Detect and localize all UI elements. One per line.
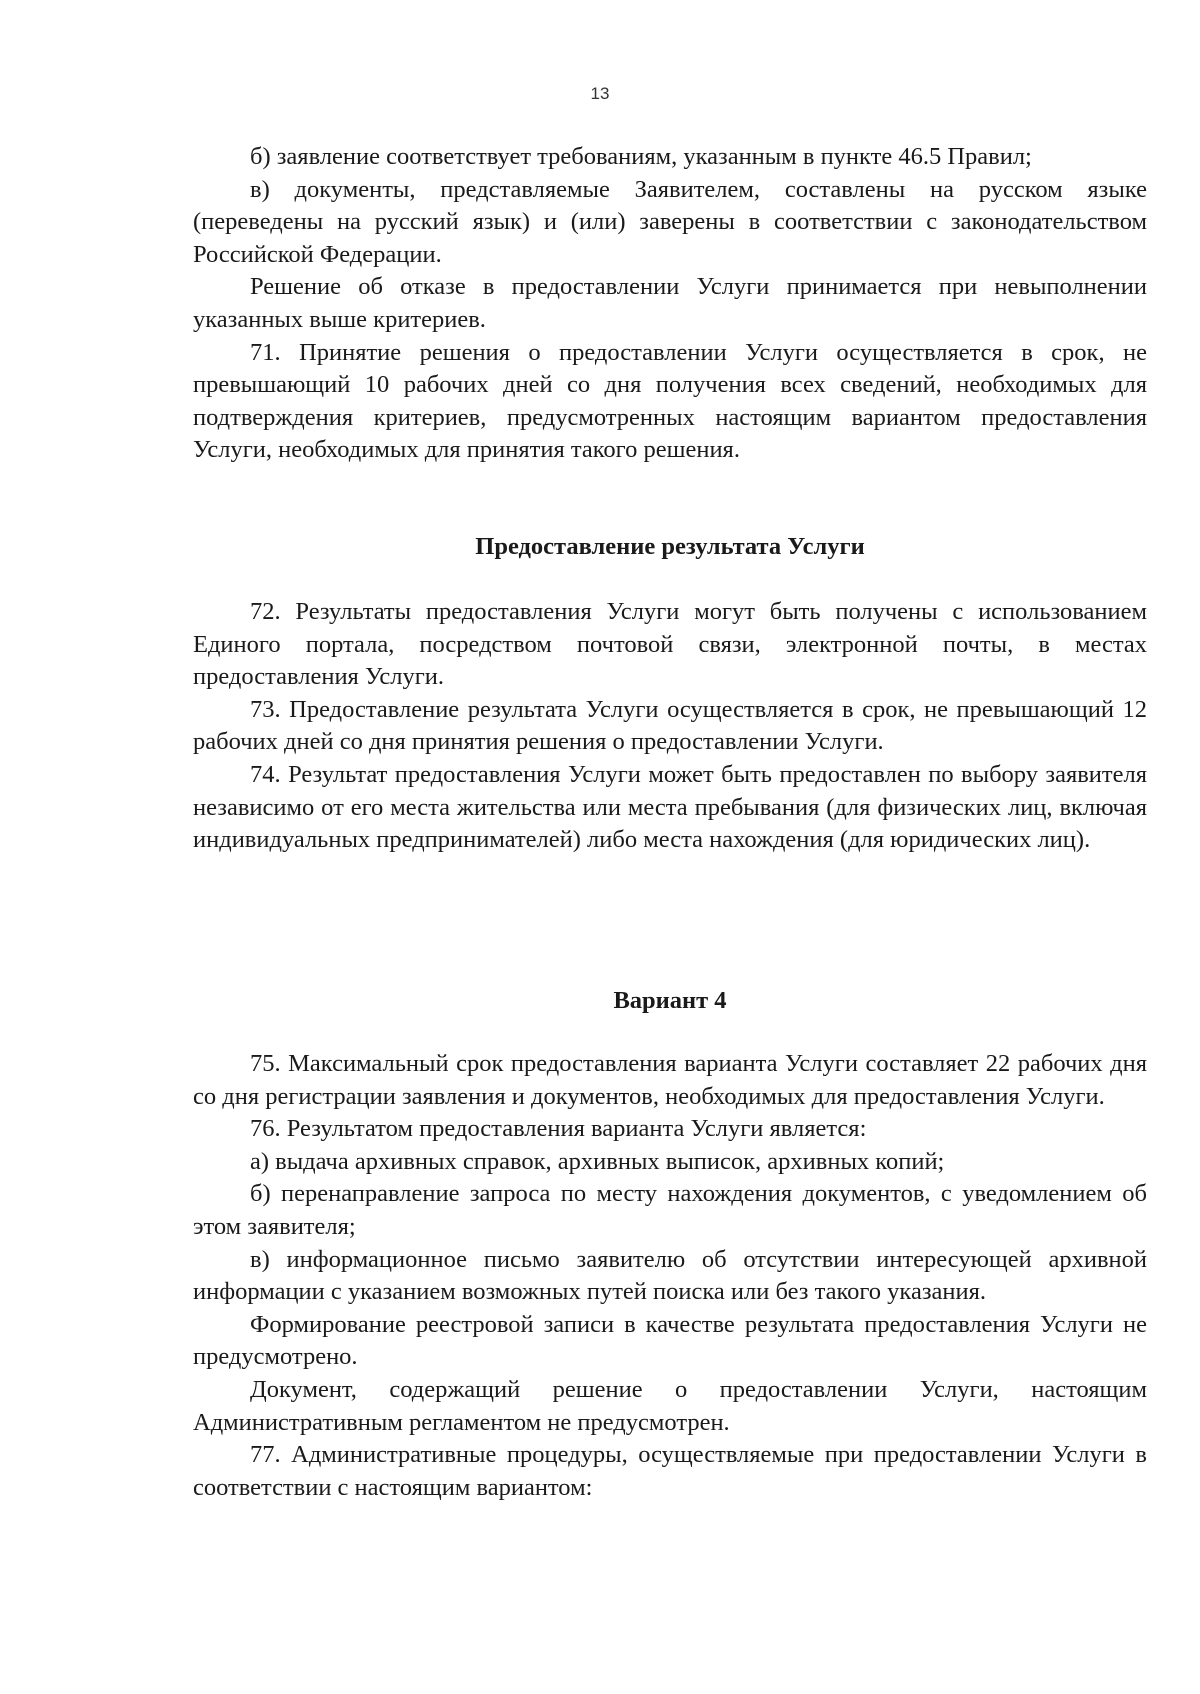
paragraph: Формирование реестровой записи в качестве результата предоставления Услуги не предусмотрено.	[193, 1310, 1147, 1371]
section-heading-result: Предоставление результата Услуги	[475, 533, 865, 560]
paragraph: а) выдача архивных справок, архивных выписок, архивных копий;	[250, 1147, 945, 1175]
paragraph: в) документы, представляемые Заявителем, составлены на русском языке (переведены на русский язык) и (или) заверены в соответствии с законодательством Российской Федерации.	[193, 175, 1147, 268]
paragraph: 74. Результат предоставления Услуги может быть предоставлен по выбору заявителя независимо от его места жительства или места пребывания (для физических лиц, включая индивидуальных предпринимателей) либо места нахождения (для юридических лиц).	[193, 760, 1147, 854]
paragraph: б) заявление соответствует требованиям, указанным в пункте 46.5 Правил;	[250, 143, 1032, 170]
paragraph: 77. Административные процедуры, осуществляемые при предоставлении Услуги в соответствии с настоящим вариантом:	[193, 1441, 1147, 1501]
section-criteria	[193, 141, 1147, 467]
paragraph: в) информационное письмо заявителю об отсутствии интересующей архивной информации с указанием возможных путей поиска или без такого указания.	[193, 1245, 1147, 1306]
paragraph: 75. Максимальный срок предоставления варианта Услуги составляет 22 рабочих дня со дня регистрации заявления и документов, необходимых для предоставления Услуги.	[193, 1050, 1147, 1110]
section-variant-4	[193, 1048, 1147, 1504]
paragraph: 76. Результатом предоставления варианта Услуги является:	[250, 1115, 867, 1143]
paragraph: Решение об отказе в предоставлении Услуги принимается при невыполнении указанных выше критериев.	[193, 273, 1147, 333]
paragraph: б) перенаправление запроса по месту нахождения документов, с уведомлением об этом заявителя;	[193, 1180, 1147, 1240]
paragraph: 71. Принятие решения о предоставлении Услуги осуществляется в срок, не превышающий 10 рабочих дней со дня получения всех сведений, необходимых для подтверждения критериев, предусмотренных настоящим вариантом предоставления Услуги, необходимых для принятия такого решения.	[193, 338, 1147, 464]
section-result-delivery	[193, 596, 1147, 857]
section-heading-variant: Вариант 4	[613, 987, 727, 1014]
paragraph: 72. Результаты предоставления Услуги могут быть получены с использованием Единого портала, посредством почтовой связи, электронной почты, в местах предоставления Услуги.	[193, 598, 1147, 691]
paragraph: 73. Предоставление результата Услуги осуществляется в срок, не превышающий 12 рабочих дней со дня принятия решения о предоставлении Услуги.	[193, 695, 1147, 756]
paragraph: Документ, содержащий решение о предоставлении Услуги, настоящим Административным регламентом не предусмотрен.	[193, 1375, 1147, 1436]
page-number: 13	[590, 84, 610, 103]
